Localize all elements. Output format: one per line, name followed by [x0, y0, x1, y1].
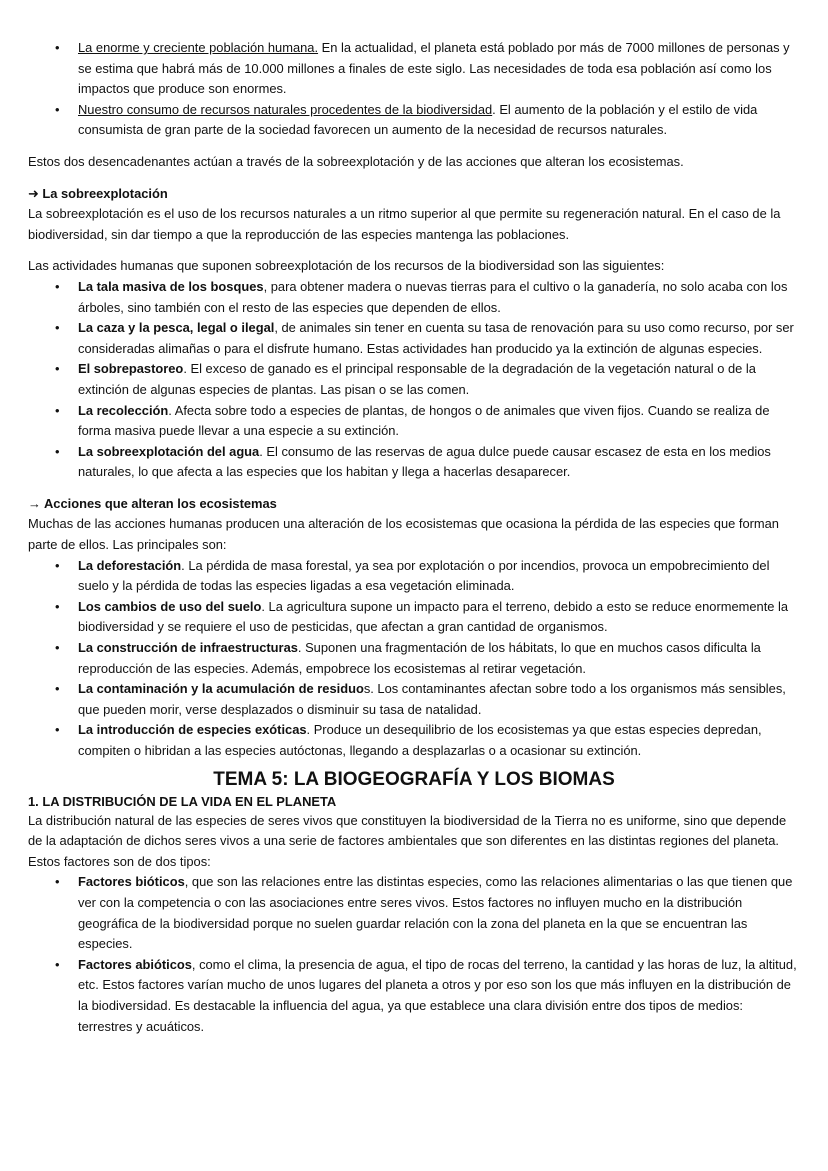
bullet-icon: • — [55, 956, 60, 972]
item-lead: La caza y la pesca, legal o ilegal — [78, 320, 275, 336]
list-item — [28, 679, 800, 720]
bullet-icon: • — [55, 443, 60, 459]
item-text: . Afecta sobre todo a especies de plantas, de hongos o de animales que viven fijos. Cuando se realiza de forma masiva puede llevar a una especie a su extinción. — [78, 402, 770, 439]
item-lead: Factores abióticos — [78, 956, 192, 972]
item-text: s. Los contaminantes afectan sobre todo a los organismos más sensibles, que pueden morir, verse desplazados o disminuir su tasa de natalidad. — [78, 681, 786, 717]
item-text: . La pérdida de masa forestal, ya sea por explotación o por incendios, provoca un empobrecimiento del suelo y la pérdida de todas las especies ligadas a esa vegetación eliminada. — [78, 557, 770, 594]
list-item — [28, 955, 800, 1037]
item-text: . El consumo de las reservas de agua dulce puede causar escasez de esta en los medios naturales, lo que afecta a las especies que los habitan y llega a hacerlas desaparecer. — [78, 443, 771, 480]
list-item — [28, 597, 800, 638]
item-text: , para obtener madera o nuevas tierras para el cultivo o la ganadería, no solo acaba con los árboles, sino también con el resto de las especies que dependen de ellos. — [78, 278, 788, 315]
bullet-icon: • — [55, 101, 60, 117]
intro-list — [28, 38, 800, 141]
item-text: En la actualidad, el planeta está poblado por más de 7000 millones de personas y se estima que habrá más de 10.000 millones a finales de este siglo. Las necesidades de toda esa población así como los impactos que produce son enormes. — [78, 40, 790, 97]
bullet-icon: • — [55, 598, 60, 614]
item-lead: El sobrepastoreo — [78, 361, 184, 377]
bullet-icon: • — [55, 402, 60, 418]
list-item — [28, 359, 800, 400]
item-lead: Los cambios de uso del suelo — [78, 598, 262, 614]
list-item — [28, 318, 800, 359]
list-item — [28, 100, 800, 141]
bullet-icon: • — [55, 361, 60, 377]
item-text: . El exceso de ganado es el principal responsable de la degradación de la vegetación natural o de la extinción de algunas especies de plantas. Las pisan o se las comen. — [78, 361, 756, 397]
list-item — [28, 442, 800, 483]
bullet-icon: • — [55, 320, 60, 336]
sobreexplotacion-definition: La sobreexplotación es el uso de los recursos naturales a un ritmo superior al que permite su regeneración natural. En el caso de la biodiversidad, sin dar tiempo a que la reproducción de las especies mantenga las poblaciones. — [28, 206, 781, 242]
acciones-heading: → Acciones que alteran los ecosistemas — [28, 495, 277, 511]
item-text: . El aumento de la población y el estilo de vida consumista de gran parte de la sociedad favorecen un aumento de la necesidad de recursos naturales. — [78, 101, 758, 138]
factores-list — [28, 872, 800, 1037]
item-lead: La enorme y creciente población humana. — [78, 40, 319, 55]
tema-title: TEMA 5: LA BIOGEOGRAFÍA Y LOS BIOMAS — [213, 768, 615, 790]
item-lead: Factores bióticos — [78, 874, 185, 890]
list-item — [28, 556, 800, 597]
list-item — [28, 401, 800, 442]
bullet-icon: • — [55, 874, 60, 890]
item-lead: La deforestación — [78, 557, 182, 573]
list-item — [28, 872, 800, 954]
document-page — [28, 38, 800, 1037]
item-lead: La sobreexplotación del agua — [78, 443, 260, 459]
item-text: , que son las relaciones entre las distintas especies, como las relaciones alimentarias o las que tienen que ver con la competencia o con las asociaciones entre seres vivos. Estos factores no influyen mucho en la distribución geográfica de la biodiversidad porque no suelen guardar relación con la zona del planeta en la que se encuentran las especies. — [78, 874, 793, 952]
acciones-list — [28, 556, 800, 762]
item-lead: La introducción de especies exóticas — [78, 722, 307, 738]
sobreexplotacion-list — [28, 277, 800, 483]
list-item — [28, 720, 800, 761]
bullet-icon: • — [55, 681, 60, 697]
section-title: 1. LA DISTRIBUCIÓN DE LA VIDA EN EL PLANETA — [28, 793, 337, 809]
sobreexplotacion-heading: ➜ La sobreexplotación — [28, 185, 168, 201]
intro-summary: Estos dos desencadenantes actúan a través de la sobreexplotación y de las acciones que alteran los ecosistemas. — [28, 153, 684, 169]
bullet-icon: • — [55, 40, 60, 55]
item-text: , de animales sin tener en cuenta su tasa de renovación para su uso como recurso, por ser consideradas alimañas o para el disfrute humano. Estas actividades han producido ya la extinción de algunas especies. — [78, 320, 794, 356]
sobreexplotacion-list-intro: Las actividades humanas que suponen sobreexplotación de los recursos de la biodiversidad son las siguientes: — [28, 258, 665, 274]
item-lead: Nuestro consumo de recursos naturales procedentes de la biodiversidad — [78, 101, 493, 117]
bullet-icon: • — [55, 722, 60, 738]
bullet-icon: • — [55, 278, 60, 294]
bullet-icon: • — [55, 640, 60, 656]
tema-intro: La distribución natural de las especies de seres vivos que constituyen la biodiversidad de la Tierra no es uniforme, sino que depende de la adaptación de dichos seres vivos a una serie de factores ambientales que son diferentes en las distintas regiones del planeta. Estos factores son de dos tipos: — [28, 812, 787, 869]
item-text: , como el clima, la presencia de agua, el tipo de rocas del terreno, la cantidad y las horas de luz, la altitud, etc. Estos factores varían mucho de unos lugares del planeta a otros y por eso son los que más influyen en la distribución de la biodiversidad. Es destacable la influencia del agua, ya que establece una clara división entre dos tipos de medios: terrestres y acuáticos. — [78, 956, 797, 1034]
item-lead: La recolección — [78, 402, 169, 418]
item-lead: La contaminación y la acumulación de residuo — [78, 681, 364, 697]
acciones-intro: Muchas de las acciones humanas producen una alteración de los ecosistemas que ocasiona la pérdida de las especies que forman parte de ellos. Las principales son: — [28, 516, 779, 553]
list-item — [28, 38, 800, 100]
list-item — [28, 277, 800, 318]
item-text: . Suponen una fragmentación de los hábitats, lo que en muchos casos dificulta la reproducción de las especies. Además, empobrece los ecosistemas al retirar vegetación. — [78, 640, 761, 676]
bullet-icon: • — [55, 557, 60, 573]
list-item — [28, 638, 800, 679]
item-lead: La construcción de infraestructuras — [78, 640, 298, 656]
item-text: . La agricultura supone un impacto para el terreno, debido a esto se reduce enormemente la biodiversidad y se requiere el uso de pesticidas, que afectan a gran cantidad de organismos. — [78, 598, 789, 635]
item-lead: La tala masiva de los bosques — [78, 278, 264, 294]
item-text: . Produce un desequilibrio de los ecosistemas ya que estas especies depredan, compiten o hibridan a las especies autóctonas, llegando a desplazarlas o a ocasionar su extinción. — [78, 722, 762, 758]
